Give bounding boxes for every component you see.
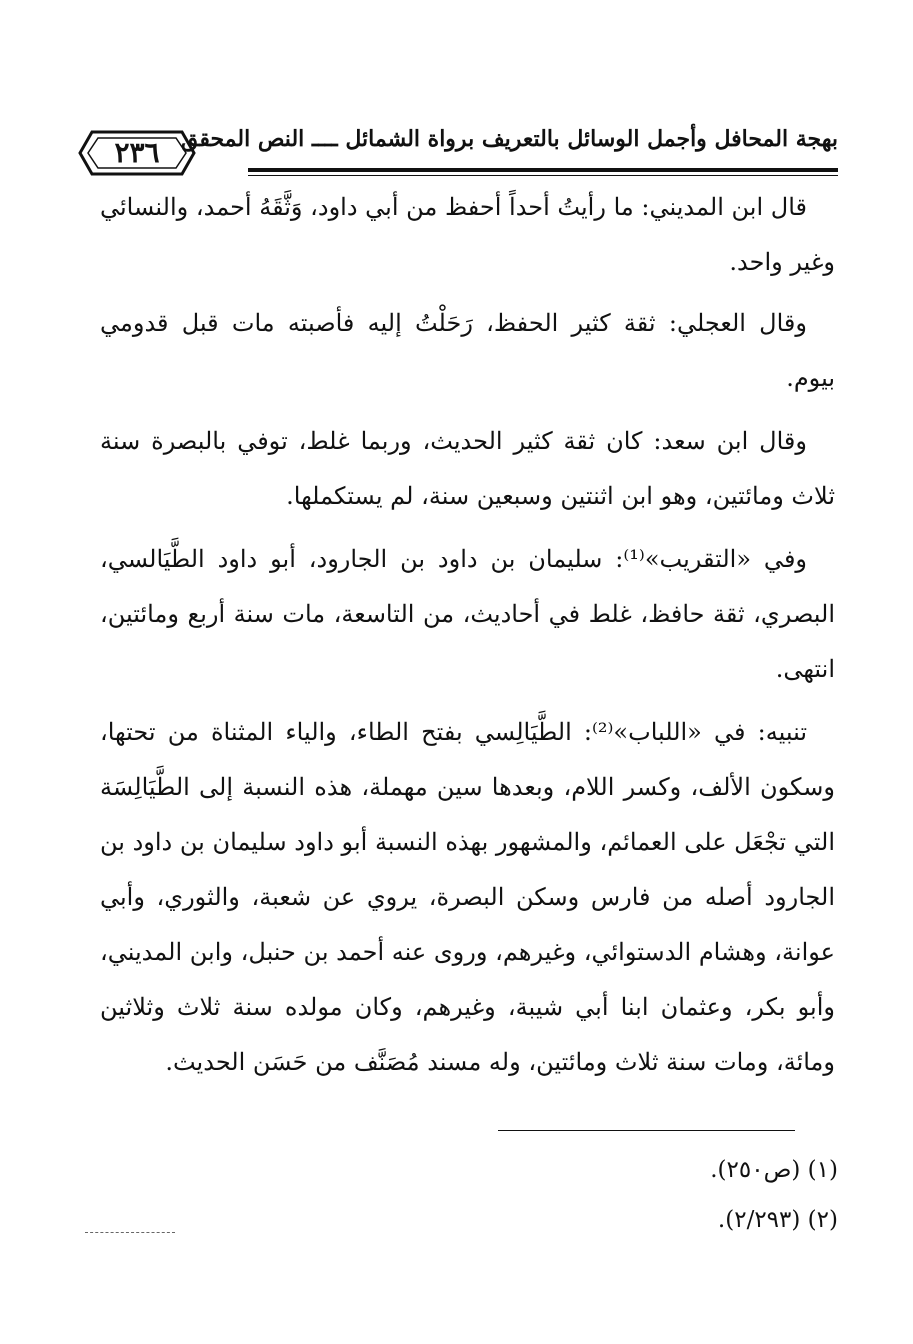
running-title: بهجة المحافل وأجمل الوسائل بالتعريف برواة الشمائل ــــ النص المحقق [180, 126, 838, 152]
scan-artifact [85, 1232, 175, 1233]
paragraph-taqrib: وفي «التقريب»⁽¹⁾: سليمان بن داود بن الجارود، أبو داود الطَّيَالسي، البصري، ثقة حافظ، غلط في أحاديث، من التاسعة، مات سنة أربع ومائتين، انتهى. [100, 545, 835, 683]
footnotes [238, 1145, 838, 1245]
paragraph-tanbih: تنبيه: في «اللباب»⁽²⁾: الطَّيَالِسي بفتح الطاء، والياء المثناة من تحتها، وسكون الألف، وكسر اللام، وبعدها سين مهملة، هذه النسبة إلى الطَّيَالِسَة التي تجْعَل على العمائم، والمشهور بهذه النسبة أبو داود سليمان بن داود بن الجارود أصله من فارس وسكن البصرة، يروي عن شعبة، والثوري، وأبي عوانة، وهشام الدستوائي، وغيرهم، وروى عنه أحمد بن حنبل، وابن المديني، وأبو بكر، وعثمان ابنا أبي شيبة، وغيرهم، وكان مولده سنة ثلاث وثلاثين ومائة، ومات سنة ثلاث ومائتين، وله مسند مُصَنَّف من حَسَن الحديث. [100, 718, 835, 1076]
footnote-2: (٢) (٢/٢٩٣). [717, 1207, 838, 1233]
paragraph-al-ijli: وقال العجلي: ثقة كثير الحفظ، رَحَلْتُ إليه فأصبته مات قبل قدومي بيوم. [100, 309, 835, 392]
page-number-frame [78, 128, 196, 178]
paragraph-ibn-al-madini: قال ابن المديني: ما رأيتُ أحداً أحفظ من أبي داود، وَثَّقَهُ أحمد، والنسائي وغير واحد. [100, 193, 835, 276]
footnote-1: (١) (ص٢٥٠). [710, 1157, 838, 1183]
footnote-separator [498, 1130, 795, 1131]
page-number: ٢٣٦ [114, 136, 160, 169]
header-rule-thin [248, 175, 838, 176]
header-rule-thick [248, 168, 838, 172]
running-header [78, 118, 838, 178]
main-text [100, 180, 835, 1098]
paragraph-ibn-saad: وقال ابن سعد: كان ثقة كثير الحديث، وربما غلط، توفي بالبصرة سنة ثلاث ومائتين، وهو ابن اثنتين وسبعين سنة، لم يستكملها. [100, 427, 835, 510]
